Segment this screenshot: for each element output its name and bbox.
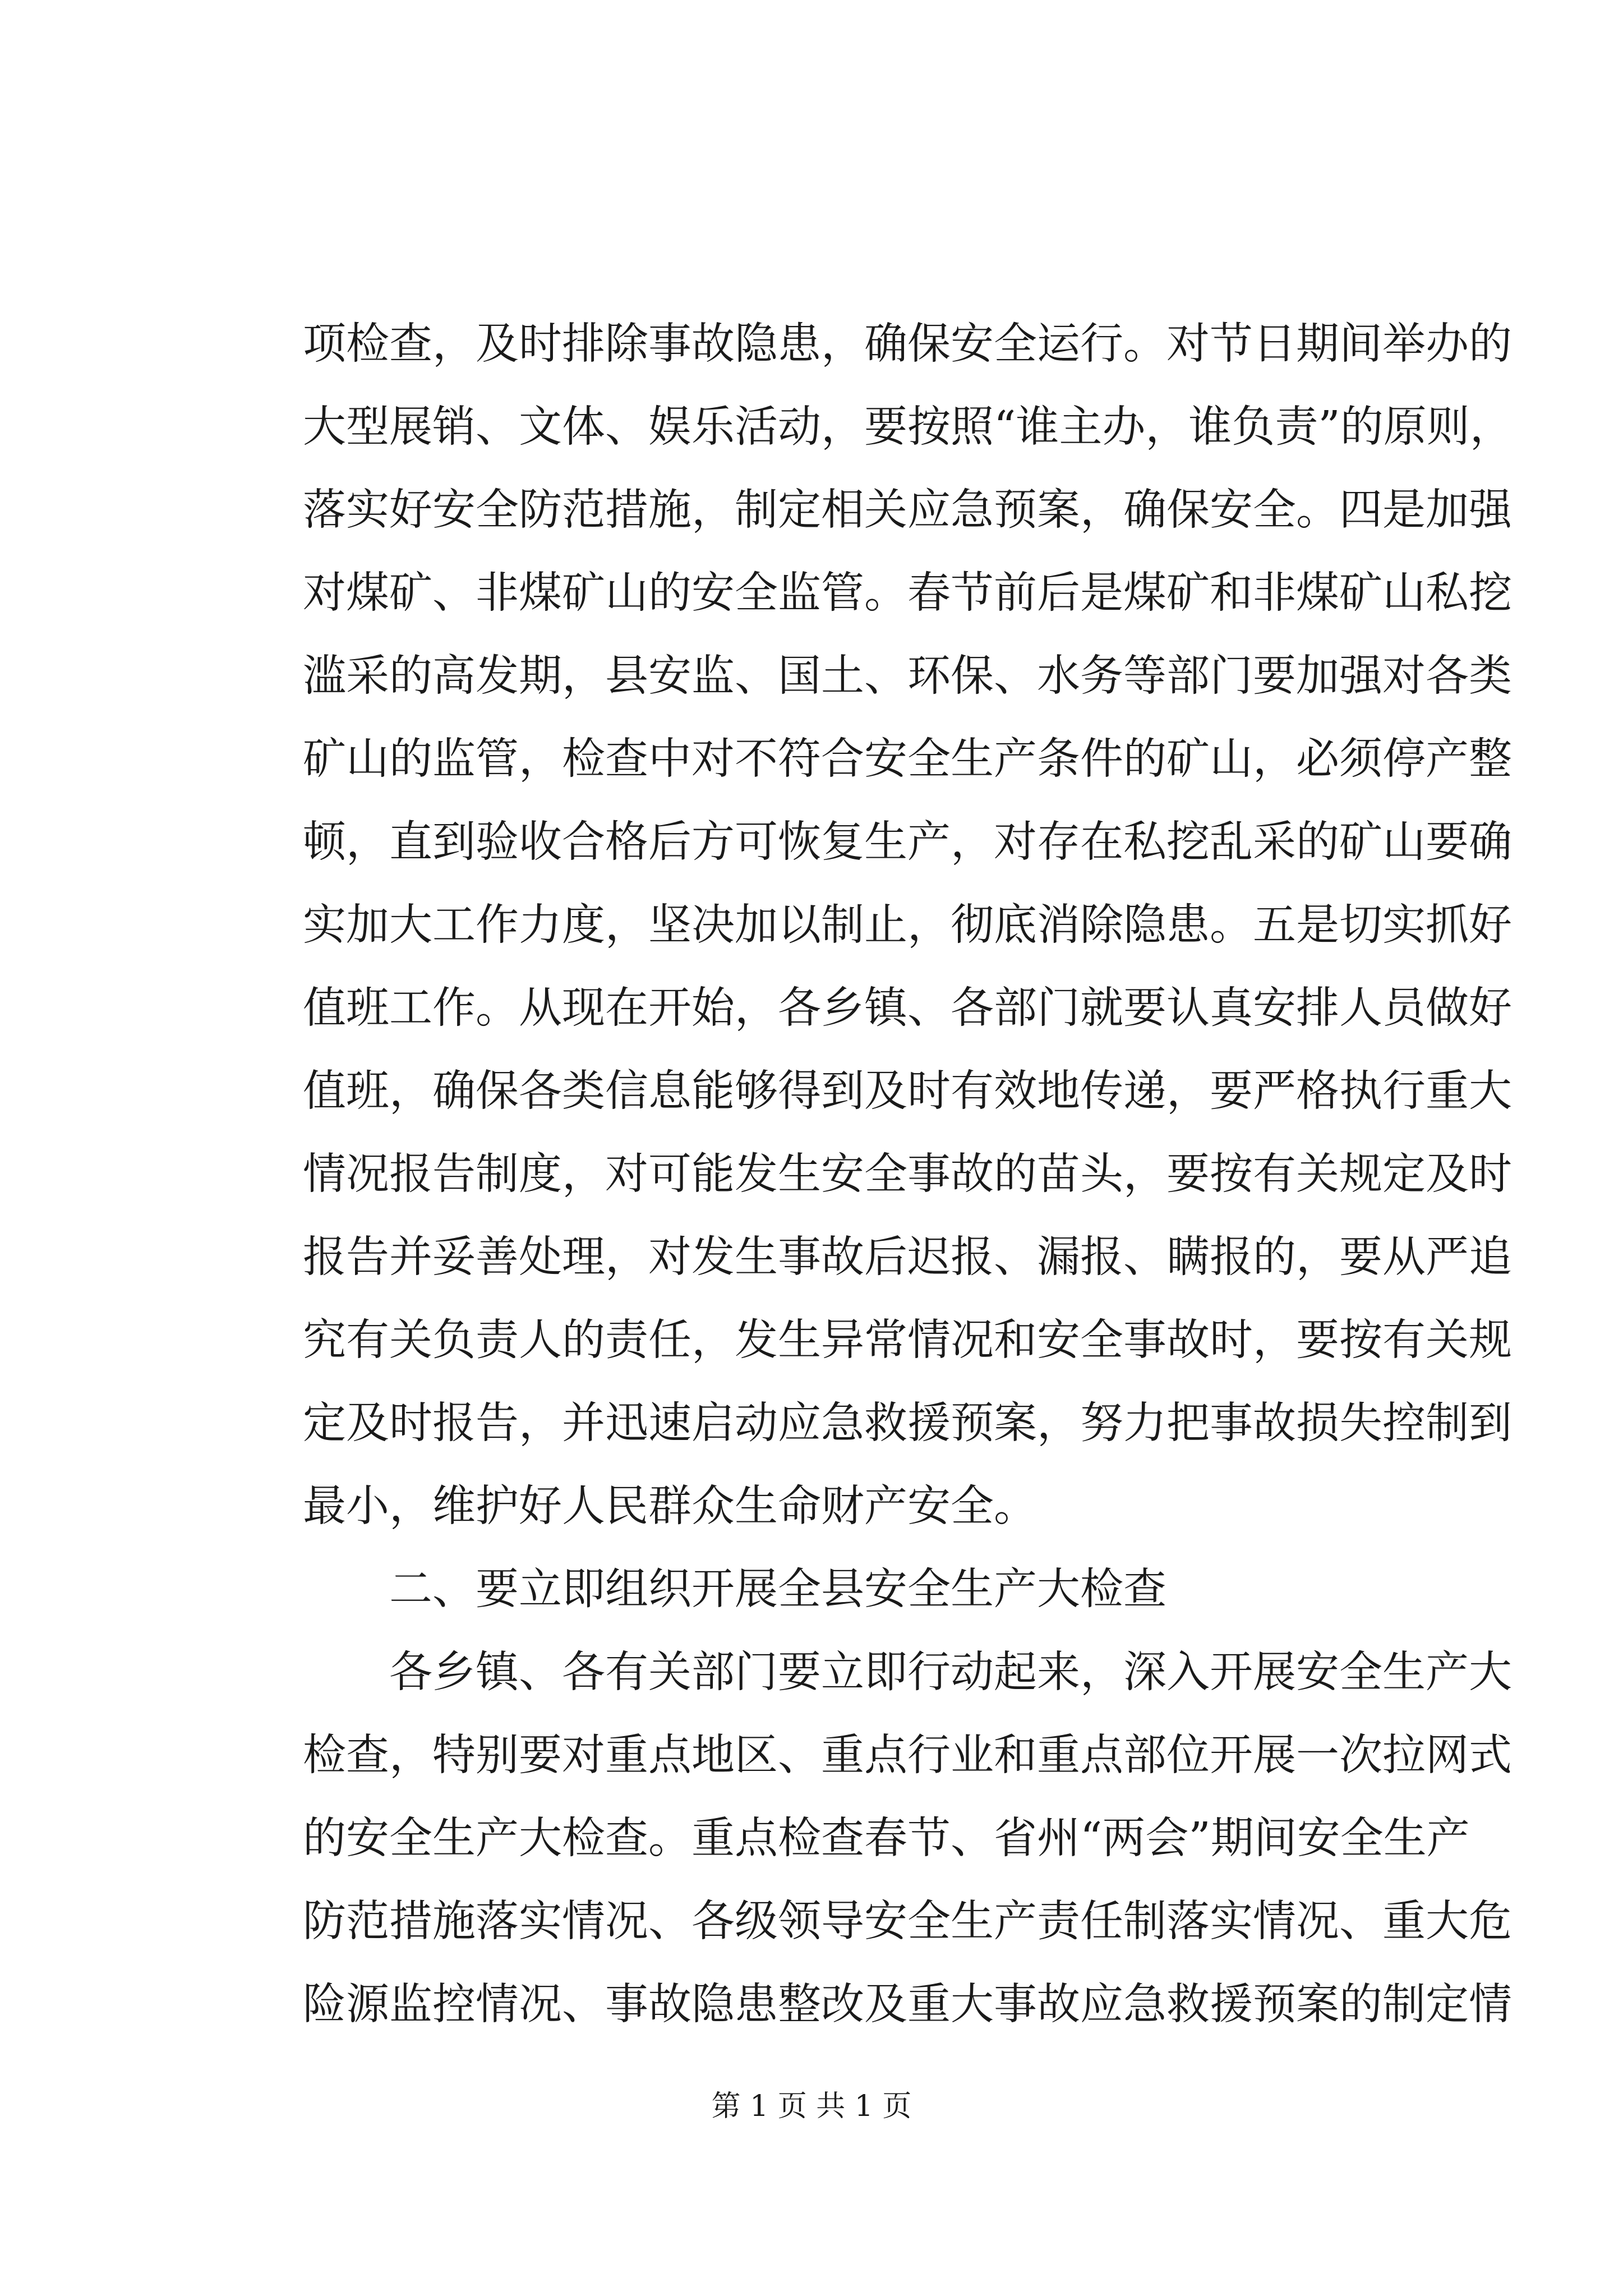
body-line: 项检查，及时排除事故隐患，确保安全运行。对节日期间举办的 — [303, 319, 1512, 369]
body-line: 实加大工作力度，坚决加以制止，彻底消除隐患。五是切实抓好 — [303, 900, 1512, 950]
document-body — [303, 303, 1513, 2046]
body-line: 的安全生产大检查。重点检查春节、省州“两会”期间安全生产 — [303, 1814, 1470, 1864]
body-line: 最小，维护好人民群众生命财产安全。 — [303, 1481, 1037, 1531]
body-line: 情况报告制度，对可能发生安全事故的苗头，要按有关规定及时 — [303, 1149, 1512, 1199]
page-footer: 第 1 页 共 1 页 — [711, 2090, 912, 2123]
body-line: 险源监控情况、事故隐患整改及重大事故应急救援预案的制定情 — [303, 1980, 1512, 2030]
section-heading: 二、要立即组织开展全县安全生产大检查 — [389, 1565, 1166, 1614]
body-line: 大型展销、文体、娱乐活动，要按照“谁主办，谁负责”的原则， — [303, 402, 1513, 452]
body-line: 落实好安全防范措施，制定相关应急预案，确保安全。四是加强 — [303, 485, 1512, 535]
body-line: 究有关负责人的责任，发生异常情况和安全事故时，要按有关规 — [303, 1315, 1512, 1365]
body-line: 值班，确保各类信息能够得到及时有效地传递，要严格执行重大 — [303, 1066, 1512, 1116]
body-line: 防范措施落实情况、各级领导安全生产责任制落实情况、重大危 — [303, 1897, 1512, 1947]
paragraph-first-line: 各乡镇、各有关部门要立即行动起来，深入开展安全生产大 — [389, 1648, 1512, 1697]
body-line: 顿，直到验收合格后方可恢复生产，对存在私挖乱采的矿山要确 — [303, 817, 1512, 867]
body-line: 对煤矿、非煤矿山的安全监管。春节前后是煤矿和非煤矿山私挖 — [303, 568, 1512, 618]
body-line: 滥采的高发期，县安监、国土、环保、水务等部门要加强对各类 — [303, 651, 1512, 701]
body-line: 检查，特别要对重点地区、重点行业和重点部位开展一次拉网式 — [303, 1731, 1512, 1780]
body-line: 定及时报告，并迅速启动应急救援预案，努力把事故损失控制到 — [303, 1398, 1512, 1448]
body-line: 矿山的监管，检查中对不符合安全生产条件的矿山，必须停产整 — [303, 734, 1512, 784]
body-line: 值班工作。从现在开始，各乡镇、各部门就要认真安排人员做好 — [303, 983, 1512, 1033]
body-line: 报告并妥善处理，对发生事故后迟报、漏报、瞒报的，要从严追 — [303, 1232, 1512, 1282]
